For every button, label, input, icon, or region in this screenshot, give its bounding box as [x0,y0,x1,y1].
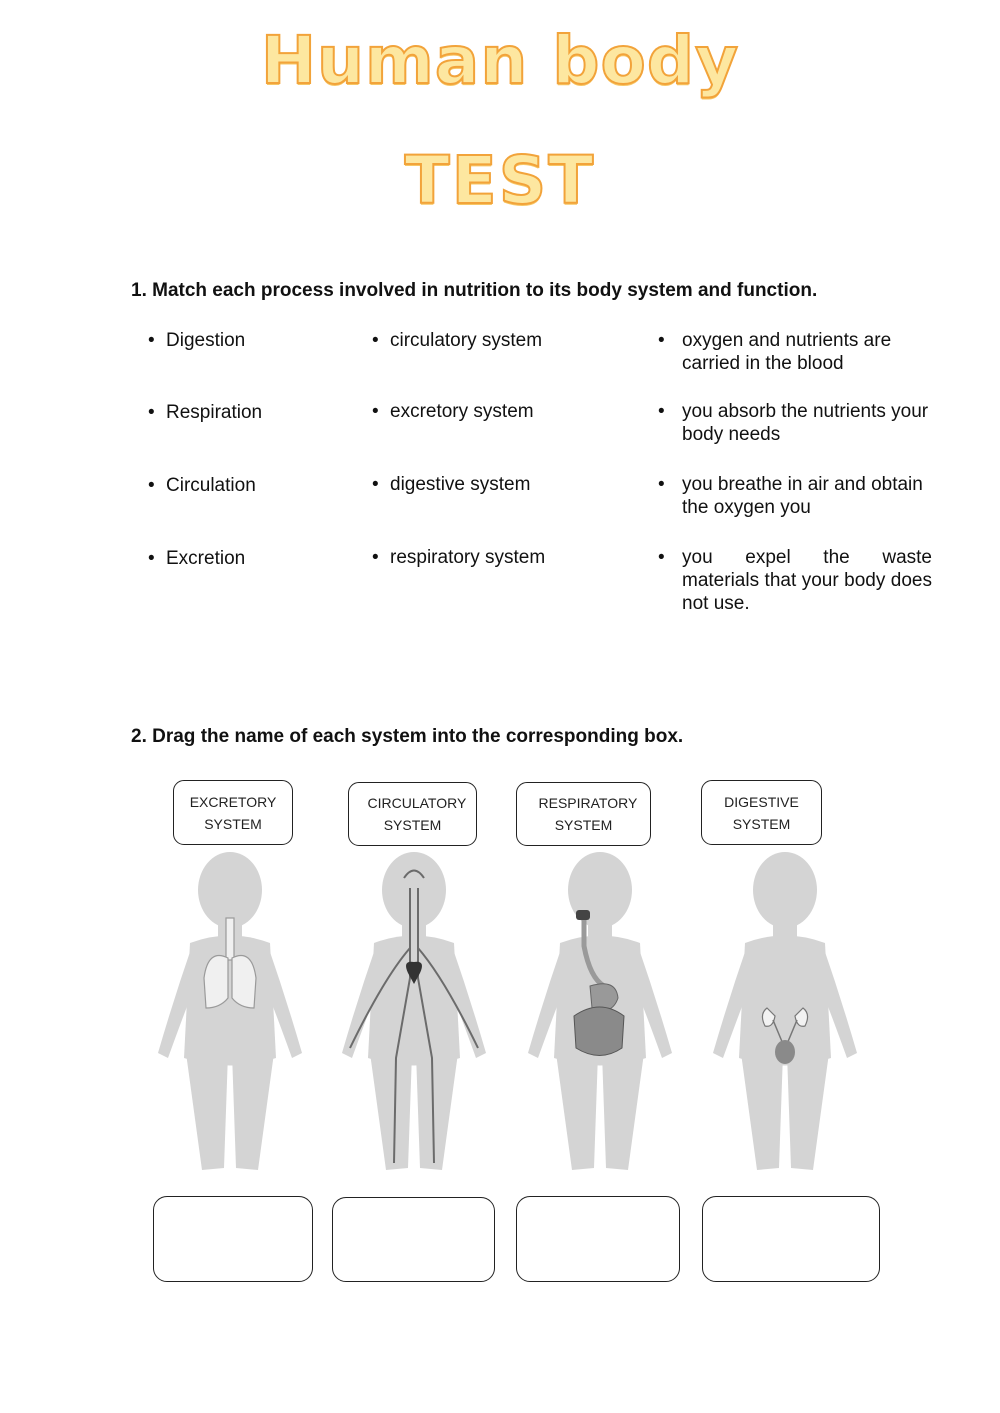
function-item[interactable]: • oxygen and nutrients are carried in the blood [658,329,932,375]
function-item[interactable]: • you absorb the nutrients your body needs [658,400,932,446]
blood-vessels-figure [334,848,494,1178]
system-item[interactable]: • respiratory system [372,546,545,569]
function-item[interactable]: • you expel the waste materials that your body does not use. [658,546,932,615]
process-item[interactable]: • Circulation [148,474,256,497]
label-circulatory-system[interactable]: CIRCULATORY SYSTEM [348,782,477,846]
question-2-text: 2. Drag the name of each system into the corresponding box. [131,726,684,747]
process-item[interactable]: • Excretion [148,547,245,570]
label-digestive-system[interactable]: DIGESTIVE SYSTEM [701,780,822,845]
answer-box-3[interactable] [516,1196,680,1282]
answer-box-2[interactable] [332,1197,495,1282]
process-column [148,329,348,589]
body-silhouette-circulatory [334,848,494,1178]
lungs-figure [150,848,310,1178]
question-1-text: 1. Match each process involved in nutrition to its body system and function. [131,280,818,301]
process-item[interactable]: • Respiration [148,401,262,424]
system-item[interactable]: • digestive system [372,473,530,496]
title-test: TEST [404,142,596,219]
title-human-body: Human body [260,22,740,99]
process-item[interactable]: • Digestion [148,329,245,352]
body-silhouette-digestive [520,848,680,1178]
answer-box-4[interactable] [702,1196,880,1282]
system-item[interactable]: • excretory system [372,400,534,423]
answer-box-1[interactable] [153,1196,313,1282]
system-item[interactable]: • circulatory system [372,329,542,352]
function-column [658,329,932,619]
digestive-tract-figure [520,848,680,1178]
body-silhouette-lungs [150,848,310,1178]
kidneys-figure [705,848,865,1178]
system-column [372,329,612,589]
body-silhouette-excretory [705,848,865,1178]
function-item[interactable]: • you breathe in air and obtain the oxygen you [658,473,932,519]
label-excretory-system[interactable]: EXCRETORY SYSTEM [173,780,293,845]
label-respiratory-system[interactable]: RESPIRATORY SYSTEM [516,782,651,846]
